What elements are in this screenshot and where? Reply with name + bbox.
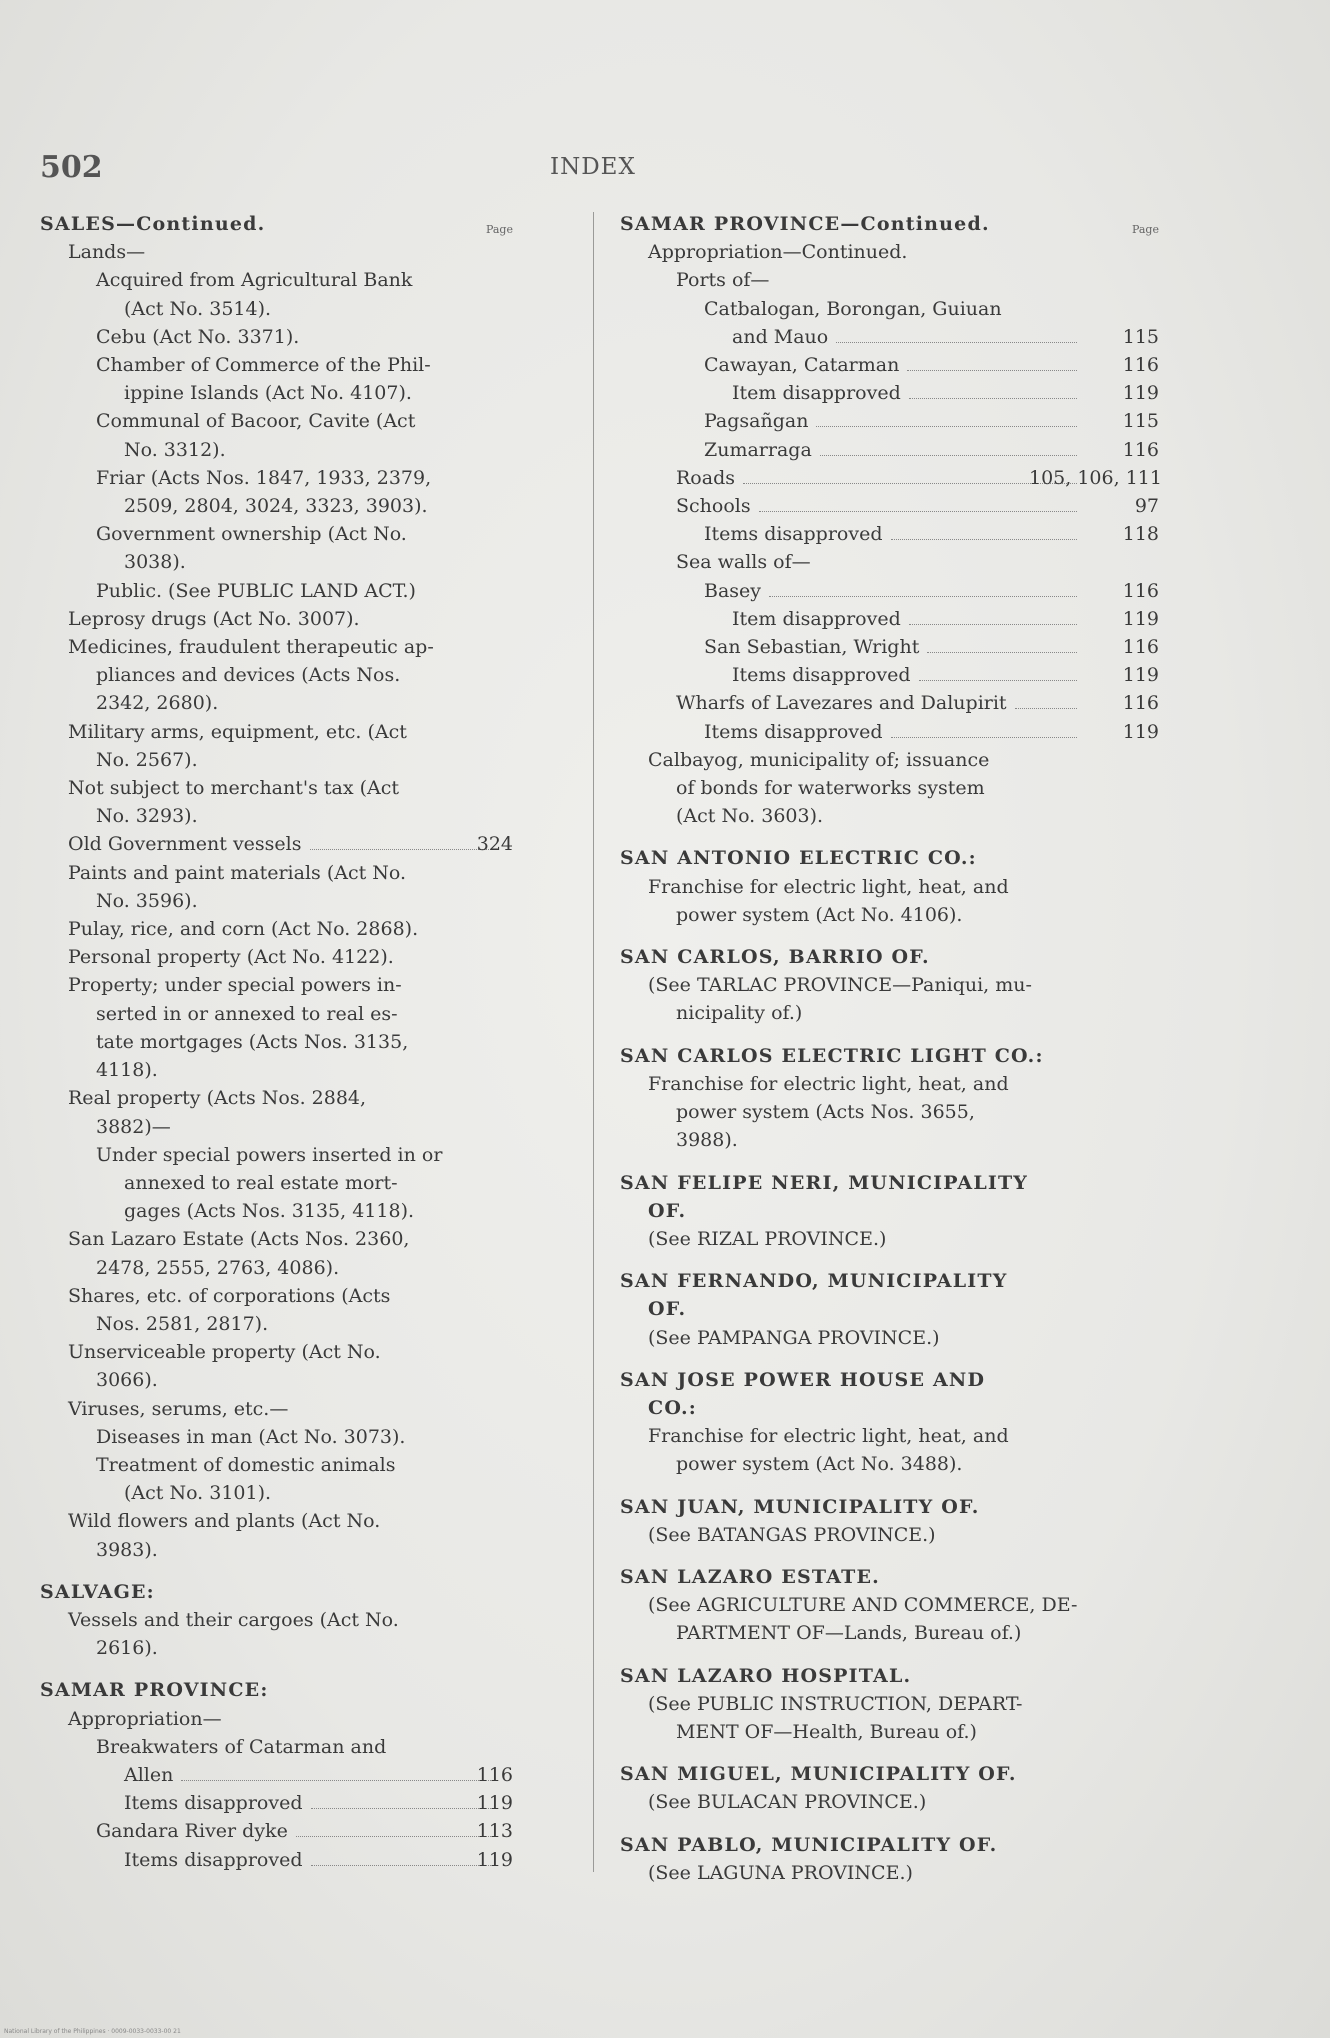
index-entry-line: power system (Act No. 3488). — [676, 1453, 963, 1476]
page-reference: 105, 106, 111 — [1029, 466, 1162, 489]
index-entry-line: 2616). — [96, 1637, 158, 1660]
index-entry-line: Under special powers inserted in or — [96, 1143, 443, 1166]
index-entry-line: of bonds for waterworks system — [676, 777, 985, 800]
index-entry-line: Nos. 2581, 2817). — [96, 1312, 269, 1335]
footer-note: National Library of the Philippines · 0009-0033-0033-00 21 — [4, 2028, 181, 2035]
index-entry-line: Communal of Bacoor, Cavite (Act — [96, 410, 416, 433]
index-entry-line — [620, 492, 1159, 520]
index-entry-line: pliances and devices (Acts Nos. — [96, 664, 401, 687]
index-entry-line: SAN MIGUEL, MUNICIPALITY OF. — [620, 1763, 1017, 1786]
index-entry-line: 2478, 2555, 2763, 4086). — [96, 1256, 340, 1279]
page-reference: 119 — [1122, 720, 1159, 743]
page-number: 502 — [40, 150, 103, 185]
index-entry-line: SAN CARLOS, BARRIO OF. — [620, 946, 930, 969]
entry-text: Items disapproved — [732, 664, 911, 687]
index-entry-line: SALVAGE: — [40, 1580, 155, 1603]
running-head: INDEX — [550, 154, 636, 180]
index-entry-line: (See AGRICULTURE AND COMMERCE, DE- — [648, 1594, 1078, 1617]
index-entry-line: Property; under special powers in- — [68, 974, 402, 997]
entry-text: Gandara River dyke — [96, 1820, 288, 1843]
page-reference: 119 — [1122, 382, 1159, 405]
index-entry-line: (See BULACAN PROVINCE.) — [648, 1791, 927, 1814]
index-entry-line: 3066). — [96, 1369, 158, 1392]
page-reference: 119 — [476, 1848, 513, 1871]
column-divider — [593, 212, 594, 1872]
index-entry-line: (Act No. 3514). — [124, 297, 272, 320]
index-entry-line: nicipality of.) — [676, 1002, 803, 1025]
index-entry-line: Calbayog, municipality of; issuance — [648, 748, 990, 771]
entry-text: Items disapproved — [124, 1848, 303, 1871]
index-entry-line: Treatment of domestic animals — [96, 1453, 396, 1476]
index-entry-line: OF. — [648, 1199, 687, 1222]
entry-text: Schools — [676, 495, 751, 518]
index-entry-line: SAMAR PROVINCE: — [40, 1679, 269, 1702]
index-entry-line: (Act No. 3101). — [124, 1482, 272, 1505]
index-entry-line: 2342, 2680). — [96, 692, 219, 715]
entry-text: Items disapproved — [704, 720, 883, 743]
dot-leader — [820, 455, 1077, 456]
index-entry-line — [620, 577, 1159, 605]
index-entry-line: (See BATANGAS PROVINCE.) — [648, 1523, 936, 1546]
dot-leader — [909, 624, 1077, 625]
page-reference: 116 — [1122, 354, 1159, 377]
index-entry-line: Franchise for electric light, heat, and — [648, 875, 1009, 898]
index-entry-line: SAN CARLOS ELECTRIC LIGHT CO.: — [620, 1044, 1044, 1067]
index-entry-line: SAN LAZARO HOSPITAL. — [620, 1664, 912, 1687]
page-reference: 116 — [1122, 438, 1159, 461]
index-entry-line: CO.: — [648, 1396, 697, 1419]
entry-text: Items disapproved — [704, 523, 883, 546]
index-entry-line: Personal property (Act No. 4122). — [68, 946, 394, 969]
index-entry-line: Viruses, serums, etc.— — [68, 1397, 289, 1420]
page-reference: 116 — [1122, 692, 1159, 715]
index-entry-line: Breakwaters of Catarman and — [96, 1735, 387, 1758]
index-entry-line: (See PUBLIC INSTRUCTION, DEPART- — [648, 1692, 1023, 1715]
page-reference: 116 — [1122, 636, 1159, 659]
index-entry-line: 2509, 2804, 3024, 3323, 3903). — [124, 495, 428, 518]
index-entry-line — [40, 1761, 513, 1789]
page-reference: 115 — [1122, 325, 1159, 348]
index-entry-line: Franchise for electric light, heat, and — [648, 1425, 1009, 1448]
entry-text: Basey — [704, 579, 762, 602]
index-entry-line: PARTMENT OF—Lands, Bureau of.) — [676, 1622, 1022, 1645]
dot-leader — [743, 483, 1077, 484]
dot-leader — [927, 652, 1077, 653]
index-entry-line — [620, 351, 1159, 379]
index-entry-line — [620, 379, 1159, 407]
index-entry-line: Catbalogan, Borongan, Guiuan — [704, 297, 1002, 320]
index-entry-line: Pulay, rice, and corn (Act No. 2868). — [68, 918, 419, 941]
index-entry-line: Real property (Acts Nos. 2884, — [68, 1087, 367, 1110]
index-entry-line — [620, 633, 1159, 661]
page-reference: 119 — [476, 1792, 513, 1815]
page-reference: 119 — [1122, 664, 1159, 687]
index-entry-line — [620, 689, 1159, 717]
index-entry-line — [620, 436, 1159, 464]
dot-leader — [891, 737, 1078, 738]
index-entry-line: SAN FERNANDO, MUNICIPALITY — [620, 1270, 1008, 1293]
index-entry-line: Appropriation—Continued. — [648, 241, 908, 264]
page-reference: 113 — [476, 1820, 513, 1843]
entry-text: Item disapproved — [732, 607, 901, 630]
index-entry-line: (See LAGUNA PROVINCE.) — [648, 1861, 913, 1884]
dot-leader — [759, 511, 1077, 512]
page-reference: 116 — [476, 1763, 513, 1786]
dot-leader — [816, 426, 1077, 427]
index-entry-line — [40, 1817, 513, 1845]
index-entry-line: 3988). — [676, 1129, 738, 1152]
index-entry-line: SAN JOSE POWER HOUSE AND — [620, 1368, 986, 1391]
index-entry-line: No. 3293). — [96, 805, 198, 828]
index-entry-line: SAN PABLO, MUNICIPALITY OF. — [620, 1833, 998, 1856]
dot-leader — [1015, 708, 1077, 709]
index-entry-line: Chamber of Commerce of the Phil- — [96, 354, 431, 377]
index-entry-line: Military arms, equipment, etc. (Act — [68, 720, 407, 743]
index-entry-line — [620, 605, 1159, 633]
index-entry-line: serted in or annexed to real es- — [96, 1002, 398, 1025]
entry-text: Roads — [676, 466, 735, 489]
index-entry-line: Not subject to merchant's tax (Act — [68, 777, 400, 800]
index-entry-line: Cebu (Act No. 3371). — [96, 325, 300, 348]
entry-text: Pagsañgan — [704, 410, 809, 433]
index-entry-line: No. 2567). — [96, 748, 198, 771]
index-entry-line: 3882)— — [96, 1115, 171, 1138]
page-column-label: Page — [1131, 223, 1159, 236]
page-reference: 115 — [1122, 410, 1159, 433]
index-entry-line — [620, 407, 1159, 435]
right-column — [620, 210, 1162, 1887]
left-column — [40, 210, 513, 1874]
index-entry-line — [620, 661, 1159, 689]
dot-leader — [907, 370, 1077, 371]
index-entry-line: Paints and paint materials (Act No. — [68, 861, 407, 884]
index-entry-line: Vessels and their cargoes (Act No. — [68, 1608, 399, 1631]
index-entry-line — [40, 1789, 513, 1817]
index-entry-line: SAN JUAN, MUNICIPALITY OF. — [620, 1495, 980, 1518]
entry-text: Old Government vessels — [68, 833, 302, 856]
index-entry-line: SAMAR PROVINCE—Continued. — [620, 213, 990, 235]
entry-text: and Mauo — [732, 325, 829, 348]
index-entry-line: SALES—Continued. — [40, 213, 266, 235]
index-entry-line: Friar (Acts Nos. 1847, 1933, 2379, — [96, 466, 432, 489]
dot-leader — [909, 398, 1077, 399]
index-entry-line: 3983). — [96, 1538, 158, 1561]
index-entry-line: 4118). — [96, 1059, 158, 1082]
index-entry-line: tate mortgages (Acts Nos. 3135, — [96, 1030, 409, 1053]
index-entry-line: Leprosy drugs (Act No. 3007). — [68, 607, 360, 630]
index-entry-line: ippine Islands (Act No. 4107). — [124, 382, 412, 405]
index-entry-line: Medicines, fraudulent therapeutic ap- — [68, 636, 434, 659]
index-entry-line — [620, 718, 1159, 746]
page-column-label: Page — [485, 223, 513, 236]
page-reference: 116 — [1122, 579, 1159, 602]
index-entry-line — [620, 520, 1159, 548]
dot-leader — [181, 1780, 495, 1781]
index-entry-line: Shares, etc. of corporations (Acts — [68, 1284, 391, 1307]
index-entry-line: San Lazaro Estate (Acts Nos. 2360, — [68, 1228, 410, 1251]
index-entry-line: SAN ANTONIO ELECTRIC CO.: — [620, 847, 977, 870]
index-entry-line: power system (Acts Nos. 3655, — [676, 1101, 975, 1124]
index-entry-line: SAN FELIPE NERI, MUNICIPALITY — [620, 1171, 1029, 1194]
index-entry-line — [40, 830, 513, 858]
index-entry-line: SAN LAZARO ESTATE. — [620, 1565, 880, 1588]
page-reference: 119 — [1122, 607, 1159, 630]
index-entry-line: (See PAMPANGA PROVINCE.) — [648, 1326, 940, 1349]
index-entry-line: power system (Act No. 4106). — [676, 903, 963, 926]
index-entry-line: Appropriation— — [68, 1707, 222, 1730]
index-entry-line: Unserviceable property (Act No. — [68, 1341, 381, 1364]
index-entry-line: Diseases in man (Act No. 3073). — [96, 1425, 406, 1448]
index-entry-line: (Act No. 3603). — [676, 805, 824, 828]
index-entry-line: No. 3312). — [124, 438, 226, 461]
dot-leader — [919, 680, 1078, 681]
index-entry-line: (See TARLAC PROVINCE—Paniqui, mu- — [648, 974, 1032, 997]
index-entry-line — [620, 464, 1162, 492]
index-entry-line: gages (Acts Nos. 3135, 4118). — [124, 1200, 415, 1223]
entry-text: San Sebastian, Wright — [704, 636, 920, 659]
index-entry-line: 3038). — [124, 551, 186, 574]
index-entry-line: Ports of— — [676, 269, 770, 292]
entry-text: Cawayan, Catarman — [704, 354, 900, 377]
entry-text: Wharfs of Lavezares and Dalupirit — [676, 692, 1007, 715]
index-entry-line: Government ownership (Act No. — [96, 523, 407, 546]
index-entry-line: No. 3596). — [96, 889, 198, 912]
index-entry-line: Franchise for electric light, heat, and — [648, 1072, 1009, 1095]
page-reference: 324 — [476, 833, 513, 856]
entry-text: Items disapproved — [124, 1792, 303, 1815]
index-entry-line: OF. — [648, 1298, 687, 1321]
entry-text: Zumarraga — [704, 438, 812, 461]
index-entry-line — [620, 323, 1159, 351]
page-reference: 97 — [1134, 495, 1159, 518]
index-entry-line: Public. (See PUBLIC LAND ACT.) — [96, 579, 416, 602]
index-entry-line: annexed to real estate mort- — [124, 1171, 398, 1194]
dot-leader — [769, 596, 1077, 597]
entry-text: Item disapproved — [732, 382, 901, 405]
index-entry-line — [40, 1846, 513, 1874]
entry-text: Allen — [124, 1763, 174, 1786]
index-entry-line: (See RIZAL PROVINCE.) — [648, 1227, 887, 1250]
index-entry-line: Lands— — [68, 241, 146, 264]
index-entry-line: MENT OF—Health, Bureau of.) — [676, 1720, 977, 1743]
dot-leader — [836, 342, 1077, 343]
page-reference: 118 — [1122, 523, 1159, 546]
index-entry-line: Acquired from Agricultural Bank — [96, 269, 413, 292]
index-entry-line: Sea walls of— — [676, 551, 811, 574]
dot-leader — [891, 539, 1078, 540]
index-entry-line: Wild flowers and plants (Act No. — [68, 1510, 381, 1533]
